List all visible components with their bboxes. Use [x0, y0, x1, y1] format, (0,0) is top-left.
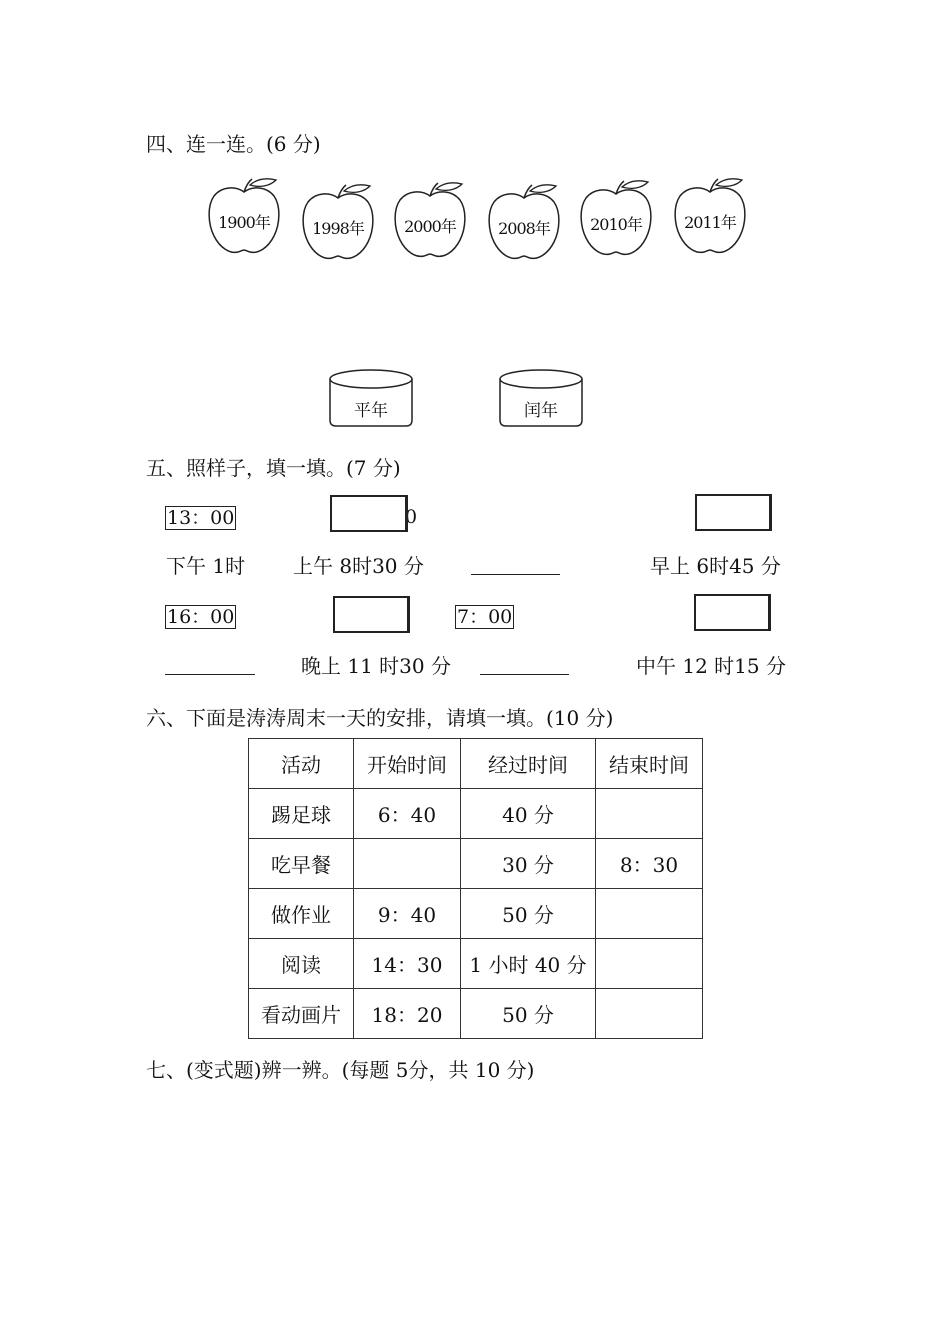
activity-cell: 做作业 [249, 889, 354, 939]
section-7-title: 七、(变式题)辨一辨。(每题 5分，共 10 分) [146, 1058, 535, 1082]
activity-cell: 看动画片 [249, 989, 354, 1039]
apple-2000[interactable] [392, 180, 468, 262]
apple-1998[interactable] [300, 182, 376, 264]
section-6-title: 六、下面是涛涛周末一天的安排，请填一填。(10 分) [146, 706, 614, 730]
clock-answer-box[interactable] [333, 596, 410, 633]
start-time-cell: 6：40 [354, 789, 461, 839]
table-row [249, 939, 703, 989]
end-time-cell[interactable] [596, 939, 703, 989]
table-row [249, 789, 703, 839]
header-cell: 开始时间 [354, 739, 461, 789]
apple-2010[interactable] [578, 178, 654, 260]
start-time-cell[interactable] [354, 839, 461, 889]
time-label: 晚上 11 时30 分 [301, 654, 451, 678]
digital-clock-partial: 0 [405, 506, 418, 528]
digital-clock: 16：00 [167, 606, 235, 628]
duration-cell: 50 分 [461, 989, 596, 1039]
clock-answer-box[interactable] [330, 495, 408, 532]
table-header-row [249, 739, 703, 789]
answer-blank[interactable] [165, 674, 255, 675]
start-time-cell: 9：40 [354, 889, 461, 939]
duration-cell: 50 分 [461, 889, 596, 939]
duration-cell: 40 分 [461, 789, 596, 839]
time-label: 下午 1时 [166, 554, 246, 578]
activity-cell: 吃早餐 [249, 839, 354, 889]
time-label: 早上 6时45 分 [650, 554, 781, 578]
header-cell: 结束时间 [596, 739, 703, 789]
apple-2008[interactable] [486, 182, 562, 264]
start-time-cell: 14：30 [354, 939, 461, 989]
apple-year-label: 1900年 [218, 213, 270, 232]
bucket-label: 平年 [354, 401, 388, 421]
apple-2011[interactable] [672, 176, 748, 258]
digital-clock-example: 13：00 [167, 507, 235, 529]
clock-answer-box[interactable] [694, 594, 771, 631]
end-time-cell[interactable] [596, 789, 703, 839]
apple-year-label: 2010年 [590, 215, 642, 234]
answer-blank[interactable] [471, 574, 560, 575]
schedule-table [248, 738, 703, 1039]
table-row [249, 839, 703, 889]
bucket-common-year[interactable] [328, 368, 414, 428]
duration-cell: 30 分 [461, 839, 596, 889]
section-4-title: 四、连一连。(6 分) [146, 132, 321, 156]
clock-answer-box[interactable] [695, 494, 772, 531]
apple-year-label: 2011年 [684, 213, 736, 232]
answer-blank[interactable] [480, 674, 569, 675]
activity-cell: 阅读 [249, 939, 354, 989]
start-time-cell: 18：20 [354, 989, 461, 1039]
header-cell: 活动 [249, 739, 354, 789]
end-time-cell[interactable] [596, 989, 703, 1039]
time-label: 中午 12 时15 分 [636, 654, 786, 678]
duration-cell: 1 小时 40 分 [461, 939, 596, 989]
apple-year-label: 1998年 [312, 219, 364, 238]
table-row [249, 889, 703, 939]
header-cell: 经过时间 [461, 739, 596, 789]
bucket-label: 闰年 [524, 401, 558, 421]
apple-1900[interactable] [206, 176, 282, 258]
table-row [249, 989, 703, 1039]
activity-cell: 踢足球 [249, 789, 354, 839]
digital-clock: 7：00 [457, 606, 513, 628]
apple-year-label: 2008年 [498, 219, 550, 238]
end-time-cell[interactable] [596, 889, 703, 939]
section-5-title: 五、照样子，填一填。(7 分) [146, 456, 401, 480]
end-time-cell: 8：30 [596, 839, 703, 889]
apple-year-label: 2000年 [404, 217, 456, 236]
time-label: 上午 8时30 分 [293, 554, 424, 578]
bucket-leap-year[interactable] [498, 368, 584, 428]
